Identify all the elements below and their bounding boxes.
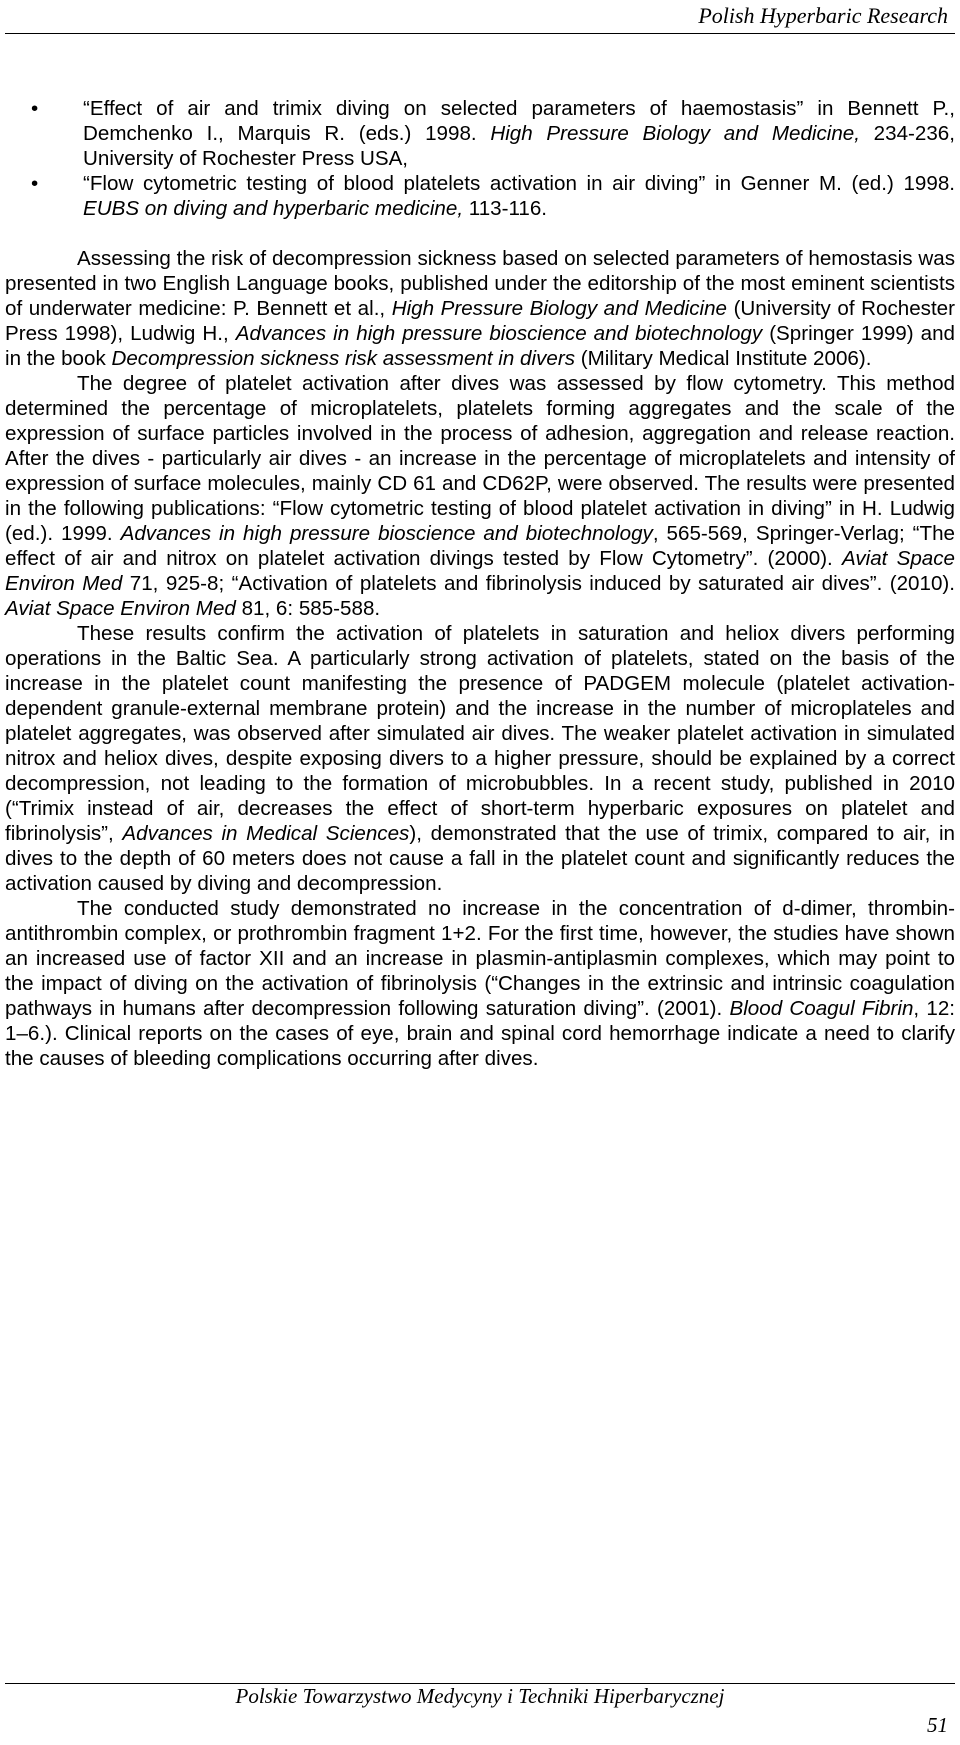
paragraph	[5, 896, 955, 1071]
book-title: Advances in high pressure bioscience and biotechnology	[120, 522, 653, 545]
ref-book-title: High Pressure Biology and Medicine,	[490, 122, 860, 145]
text-run: These results confirm the activation of platelets in saturation and heliox divers performing operations in the Baltic Sea. A particularly strong activation of platelets, stated on the basis of the increase in the platelet count manifesting the presence of PADGEM molecule (platelet activation-dependent granule-external membrane protein) and the increase in the number of microplateles and platelet aggregates, was observed after simulated air dives. The weaker platelet activation in simulated nitrox and heliox dives, despite exposing divers to a higher pressure, should be explained by a correct decompression, not leading to the formation of microbubbles. In a recent study, published in 2010 (“Trimix instead of air, decreases the effect of short-term hyperbaric exposures on platelet and fibrinolysis”,	[5, 622, 955, 845]
text-run: The conducted study demonstrated no increase in the concentration of d-dimer, thrombin-antithrombin complex, or prothrombin fragment 1+2. For the first time, however, the studies have shown an increased use of factor XII and an increase in plasmin-antiplasmin complexes, which may point to the impact of diving on the activation of fibrinolysis (“Changes in the extrinsic and intrinsic coagulation pathways in humans after decompression following saturation diving”. (2001).	[5, 897, 955, 1020]
bullet-icon: •	[31, 97, 39, 120]
journal-title: Aviat Space Environ Med	[5, 597, 236, 620]
text-run: (Springer 1999) and in the book	[5, 322, 955, 370]
text-run: , 12: 1–6.). Clinical reports on the cases of eye, brain and spinal cord hemorrhage indicate a need to clarify the causes of bleeding complications occurring after dives.	[5, 997, 955, 1070]
bullet-icon: •	[31, 172, 39, 195]
text-run: ), demonstrated that the use of trimix, compared to air, in dives to the depth of 60 meters does not cause a fall in the platelet count and significantly reduces the activation caused by diving and decompression.	[5, 822, 955, 895]
reference-list	[5, 96, 955, 221]
page-number: 51	[927, 1713, 948, 1737]
ref-text: “Effect of air and trimix diving on selected parameters of haemostasis” in Bennett P., Demchenko I., Marquis R. (eds.) 1998.	[83, 97, 955, 145]
paragraph	[5, 246, 955, 371]
journal-title: Aviat Space Environ Med	[5, 547, 955, 595]
paragraph	[5, 371, 955, 621]
ref-text: 234-236, University of Rochester Press USA,	[83, 122, 955, 170]
text-run: 71, 925-8; “Activation of platelets and fibrinolysis induced by saturated air dives”. (2010).	[122, 572, 955, 595]
reference-item	[5, 96, 955, 171]
journal-title: Blood Coagul Fibrin	[729, 997, 914, 1020]
text-run: (Military Medical Institute 2006).	[575, 347, 872, 370]
text-run: , 565-569, Springer-Verlag; “The effect of air and nitrox on platelet activation divings tested by Flow Cytometry”. (2000).	[5, 522, 955, 570]
text-run: (University of Rochester Press 1998), Ludwig H.,	[5, 297, 955, 345]
paragraph	[5, 621, 955, 896]
text-run: Assessing the risk of decompression sickness based on selected parameters of hemostasis was presented in two English Language books, published under the editorship of the most eminent scientists of underwater medicine: P. Bennett et al.,	[5, 247, 955, 320]
ref-text: 113-116.	[463, 197, 548, 220]
ref-book-title: EUBS on diving and hyperbaric medicine,	[83, 197, 464, 220]
text-run: The degree of platelet activation after dives was assessed by flow cytometry. This method determined the percentage of microplatelets, platelets forming aggregates and the scale of the expression of surface particles involved in the process of adhesion, aggregation and release reaction. After the dives - particularly air dives - an increase in the percentage of microplatelets and intensity of expression of surface molecules, mainly CD 61 and CD62P, were observed. The results were presented in the following publications: “Flow cytometric testing of blood platelet activation in diving” in H. Ludwig (ed.). 1999.	[5, 372, 955, 545]
book-title: Decompression sickness risk assessment in divers	[111, 347, 575, 370]
reference-item	[5, 171, 955, 221]
journal-title: Advances in Medical Sciences	[122, 822, 410, 845]
header-divider	[5, 33, 955, 34]
book-title: Advances in high pressure bioscience and biotechnology	[235, 322, 763, 345]
running-header: Polish Hyperbaric Research	[698, 3, 948, 28]
footer-society: Polskie Towarzystwo Medycyny i Techniki Hiperbarycznej	[235, 1684, 725, 1708]
page-body	[5, 96, 955, 1071]
book-title: High Pressure Biology and Medicine	[391, 297, 728, 320]
text-run: 81, 6: 585-588.	[235, 597, 381, 620]
ref-text: “Flow cytometric testing of blood platelets activation in air diving” in Genner M. (ed.) 1998.	[83, 172, 955, 195]
